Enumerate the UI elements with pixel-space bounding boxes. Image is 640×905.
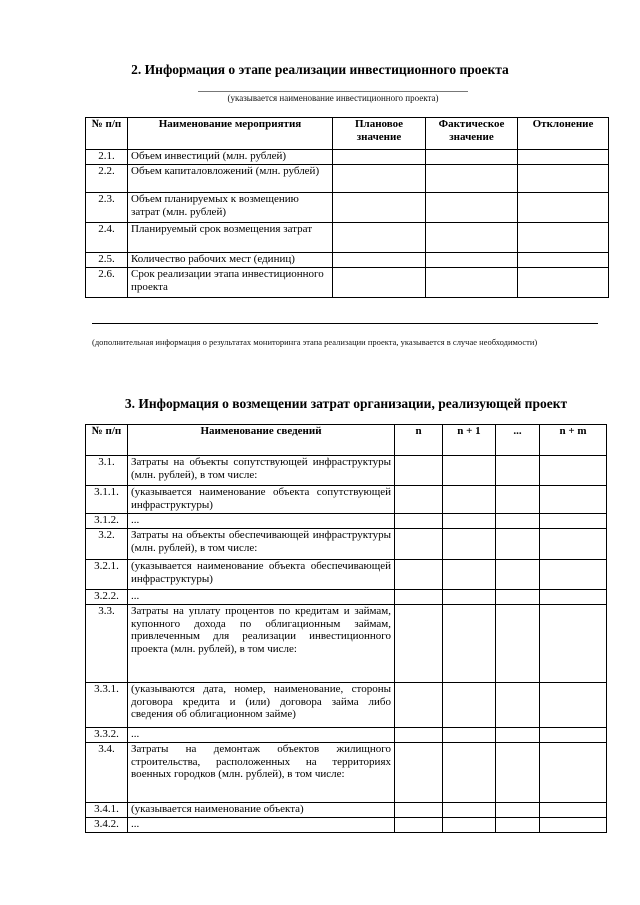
row-name: Объем инвестиций (млн. рублей) [128, 150, 333, 165]
value-cell[interactable] [443, 743, 496, 803]
row-name: Затраты на уплату процентов по кредитам и займам, купонного дохода по облигационным займам, привлеченным для реализации инвестиционного проекта (млн. рублей), в том числе: [128, 605, 395, 683]
row-num: 3.4.2. [86, 818, 128, 833]
value-cell[interactable] [443, 728, 496, 743]
row-name: (указывается наименование объекта обеспечивающей инфраструктуры) [128, 560, 395, 590]
row-num: 3.3.2. [86, 728, 128, 743]
row-num: 2.2. [86, 165, 128, 193]
value-cell[interactable] [395, 590, 443, 605]
value-cell[interactable] [443, 486, 496, 514]
cost-table-header-row [86, 425, 607, 456]
row-num: 2.3. [86, 193, 128, 223]
value-cell[interactable] [540, 560, 607, 590]
table-row [86, 486, 607, 514]
actual-cell[interactable] [426, 268, 518, 298]
header-event-name: Наименование мероприятия [128, 118, 333, 150]
value-cell[interactable] [395, 818, 443, 833]
planned-cell[interactable] [333, 253, 426, 268]
deviation-cell[interactable] [518, 223, 609, 253]
header-actual: Фактическое значение [426, 118, 518, 150]
actual-cell[interactable] [426, 223, 518, 253]
table-row [86, 728, 607, 743]
deviation-cell[interactable] [518, 165, 609, 193]
value-cell[interactable] [395, 803, 443, 818]
actual-cell[interactable] [426, 150, 518, 165]
deviation-cell[interactable] [518, 253, 609, 268]
deviation-cell[interactable] [518, 268, 609, 298]
header-num: № п/п [86, 118, 128, 150]
value-cell[interactable] [443, 560, 496, 590]
value-cell[interactable] [395, 529, 443, 560]
planned-cell[interactable] [333, 193, 426, 223]
row-name: Затраты на объекты сопутствующей инфраструктуры (млн. рублей), в том числе: [128, 456, 395, 486]
row-name: (указывается наименование объекта) [128, 803, 395, 818]
value-cell[interactable] [395, 743, 443, 803]
value-cell[interactable] [540, 818, 607, 833]
value-cell[interactable] [496, 560, 540, 590]
value-cell[interactable] [496, 486, 540, 514]
table-row [86, 193, 609, 223]
row-num: 3.3. [86, 605, 128, 683]
section-3-title: 3. Информация о возмещении затрат организации, реализующей проект [124, 396, 568, 411]
row-name: (указываются дата, номер, наименование, стороны договора кредита и (или) договора займа либо сведения об облигационном займе) [128, 683, 395, 728]
row-name: Затраты на демонтаж объектов жилищного строительства, расположенных на территориях военных городков (млн. рублей), в том числе: [128, 743, 395, 803]
row-num: 3.2.1. [86, 560, 128, 590]
header-year-n-plus-1: n + 1 [443, 425, 496, 456]
value-cell[interactable] [443, 818, 496, 833]
actual-cell[interactable] [426, 193, 518, 223]
value-cell[interactable] [540, 683, 607, 728]
deviation-cell[interactable] [518, 150, 609, 165]
value-cell[interactable] [540, 486, 607, 514]
value-cell[interactable] [496, 683, 540, 728]
planned-cell[interactable] [333, 165, 426, 193]
header-year-n-plus-m: n + m [540, 425, 607, 456]
monitoring-line [92, 323, 598, 324]
value-cell[interactable] [496, 818, 540, 833]
value-cell[interactable] [443, 803, 496, 818]
row-name: Объем капиталовложений (млн. рублей) [128, 165, 333, 193]
cost-reimbursement-table [85, 424, 607, 833]
table-row [86, 743, 607, 803]
header-ellipsis: ... [496, 425, 540, 456]
row-name: ... [128, 514, 395, 529]
row-num: 3.1.2. [86, 514, 128, 529]
value-cell[interactable] [540, 803, 607, 818]
row-num: 3.2.2. [86, 590, 128, 605]
row-name: Количество рабочих мест (единиц) [128, 253, 333, 268]
row-num: 2.5. [86, 253, 128, 268]
value-cell[interactable] [496, 803, 540, 818]
value-cell[interactable] [496, 605, 540, 683]
header-info-name: Наименование сведений [128, 425, 395, 456]
project-name-line [198, 91, 468, 92]
row-name: Затраты на объекты обеспечивающей инфраструктуры (млн. рублей), в том числе: [128, 529, 395, 560]
value-cell[interactable] [496, 514, 540, 529]
value-cell[interactable] [395, 728, 443, 743]
value-cell[interactable] [443, 514, 496, 529]
header-planned: Плановое значение [333, 118, 426, 150]
row-name: Планируемый срок возмещения затрат [128, 223, 333, 253]
row-name: Объем планируемых к возмещению затрат (млн. рублей) [128, 193, 333, 223]
table-row [86, 560, 607, 590]
row-name: (указывается наименование объекта сопутствующей инфраструктуры) [128, 486, 395, 514]
value-cell[interactable] [443, 605, 496, 683]
table-row [86, 253, 609, 268]
planned-cell[interactable] [333, 223, 426, 253]
row-num: 2.1. [86, 150, 128, 165]
value-cell[interactable] [443, 683, 496, 728]
value-cell[interactable] [496, 590, 540, 605]
value-cell[interactable] [395, 560, 443, 590]
row-name: ... [128, 728, 395, 743]
value-cell[interactable] [395, 514, 443, 529]
actual-cell[interactable] [426, 253, 518, 268]
table-row [86, 605, 607, 683]
value-cell[interactable] [496, 728, 540, 743]
stage-info-table [85, 117, 609, 298]
row-num: 3.2. [86, 529, 128, 560]
row-num: 3.4.1. [86, 803, 128, 818]
value-cell[interactable] [443, 456, 496, 486]
row-name: ... [128, 818, 395, 833]
value-cell[interactable] [496, 529, 540, 560]
row-num: 3.3.1. [86, 683, 128, 728]
value-cell[interactable] [540, 605, 607, 683]
table-row [86, 223, 609, 253]
value-cell[interactable] [395, 456, 443, 486]
value-cell[interactable] [496, 456, 540, 486]
value-cell[interactable] [443, 529, 496, 560]
value-cell[interactable] [540, 514, 607, 529]
value-cell[interactable] [540, 456, 607, 486]
header-year-n: n [395, 425, 443, 456]
value-cell[interactable] [443, 590, 496, 605]
value-cell[interactable] [395, 683, 443, 728]
row-name: ... [128, 590, 395, 605]
deviation-cell[interactable] [518, 193, 609, 223]
table-row [86, 268, 609, 298]
value-cell[interactable] [540, 728, 607, 743]
monitoring-note: (дополнительная информация о результатах мониторинга этапа реализации проекта, указывается в случае необходимости) [92, 337, 538, 347]
table-row [86, 818, 607, 833]
table-row [86, 803, 607, 818]
table-row [86, 514, 607, 529]
value-cell[interactable] [496, 743, 540, 803]
value-cell[interactable] [540, 529, 607, 560]
row-num: 3.1.1. [86, 486, 128, 514]
row-num: 3.4. [86, 743, 128, 803]
header-num: № п/п [86, 425, 128, 456]
row-num: 3.1. [86, 456, 128, 486]
value-cell[interactable] [395, 486, 443, 514]
planned-cell[interactable] [333, 268, 426, 298]
table-row [86, 456, 607, 486]
row-num: 2.6. [86, 268, 128, 298]
value-cell[interactable] [540, 743, 607, 803]
table-row [86, 150, 609, 165]
row-num: 2.4. [86, 223, 128, 253]
planned-cell[interactable] [333, 150, 426, 165]
header-deviation: Отклонение [518, 118, 609, 150]
value-cell[interactable] [540, 590, 607, 605]
project-name-caption: (указывается наименование инвестиционного проекта) [227, 93, 439, 103]
table-row [86, 590, 607, 605]
table-row [86, 165, 609, 193]
row-name: Срок реализации этапа инвестиционного проекта [128, 268, 333, 298]
actual-cell[interactable] [426, 165, 518, 193]
value-cell[interactable] [395, 605, 443, 683]
table-row [86, 529, 607, 560]
section-2-title: 2. Информация о этапе реализации инвестиционного проекта [131, 62, 509, 77]
table-row [86, 683, 607, 728]
stage-table-header-row [86, 118, 609, 150]
